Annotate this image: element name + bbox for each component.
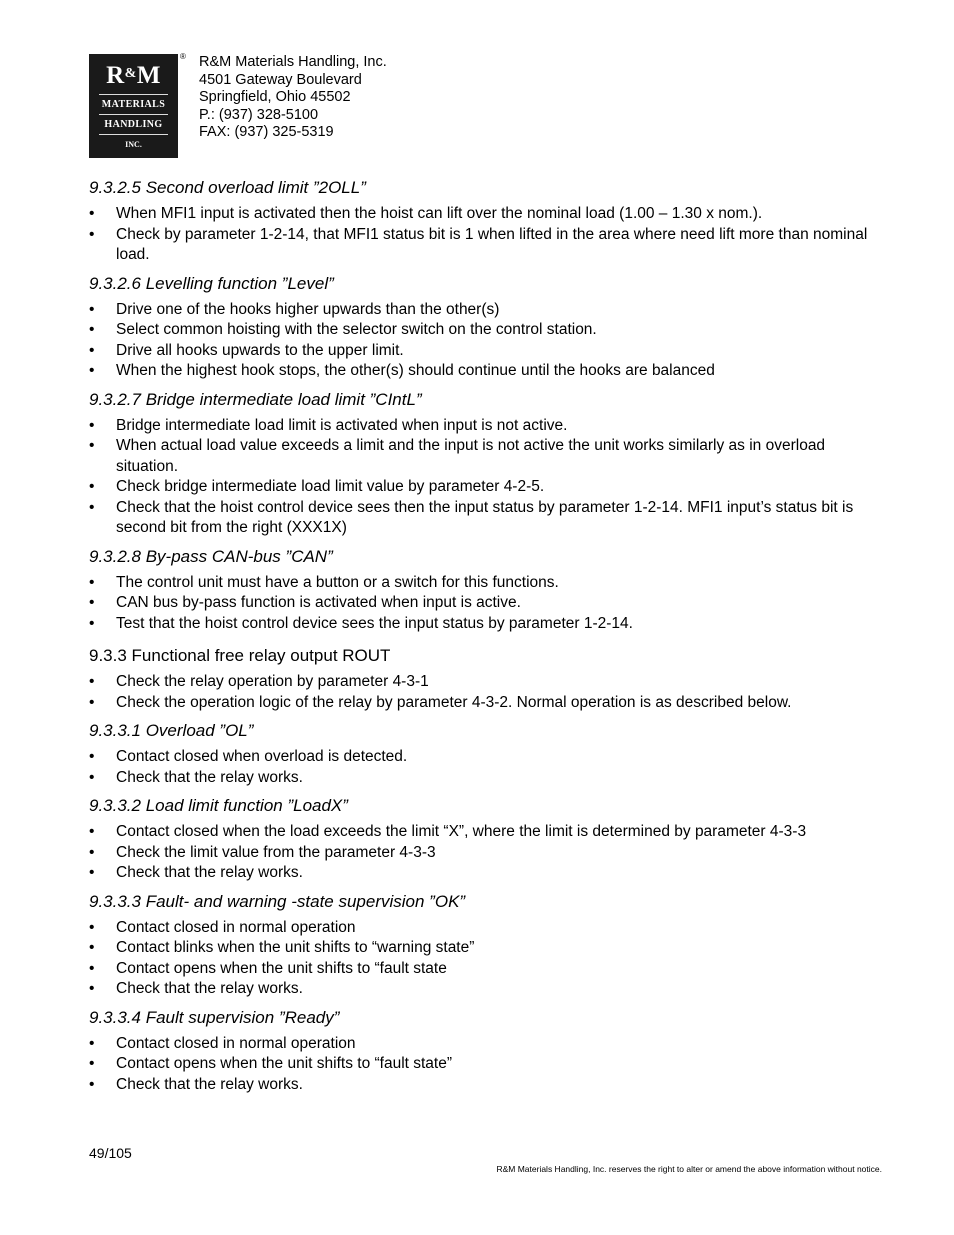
section bbox=[89, 272, 889, 382]
address-line: Springfield, Ohio 45502 bbox=[199, 89, 351, 105]
list-item bbox=[89, 477, 889, 498]
list-item-text: When MFI1 input is activated then the hoist can lift over the nominal load (1.00 – 1.30 x nom.). bbox=[116, 205, 763, 222]
list-item bbox=[89, 822, 889, 843]
list-item bbox=[89, 436, 889, 477]
bullet-icon: • bbox=[89, 205, 95, 222]
section-heading: 9.3.2.6 Levelling function ”Level” bbox=[89, 273, 334, 293]
list-item bbox=[89, 1075, 889, 1096]
logo-divider bbox=[99, 134, 168, 135]
bullet-icon: • bbox=[89, 437, 95, 454]
address-line: FAX: (937) 325-5319 bbox=[199, 124, 334, 140]
list-item-text: Drive all hooks upwards to the upper limit. bbox=[116, 341, 404, 359]
bullet-list bbox=[89, 204, 889, 266]
bullet-icon: • bbox=[89, 980, 95, 997]
bullet-icon: • bbox=[89, 1075, 95, 1093]
bullet-list bbox=[89, 300, 889, 382]
list-item bbox=[89, 593, 889, 614]
company-logo bbox=[89, 54, 178, 158]
bullet-list bbox=[89, 1034, 889, 1096]
bullet-icon: • bbox=[89, 614, 95, 632]
list-item-text: Check the operation logic of the relay by parameter 4-3-2. Normal operation is as described below. bbox=[116, 693, 792, 711]
address-line: P.: (937) 328-5100 bbox=[199, 106, 319, 123]
bullet-icon: • bbox=[89, 939, 95, 956]
logo-materials: MATERIALS bbox=[101, 99, 166, 110]
list-item-text: Contact opens when the unit shifts to “fault state” bbox=[116, 1055, 453, 1072]
bullet-icon: • bbox=[89, 362, 95, 379]
section bbox=[89, 388, 889, 539]
list-item bbox=[89, 693, 889, 714]
list-item-text: Contact blinks when the unit shifts to “warning state” bbox=[116, 939, 475, 956]
logo-handling: HANDLING bbox=[104, 119, 163, 130]
logo-divider bbox=[99, 114, 168, 115]
list-item-text: Check that the hoist control device sees then the input status by parameter 1-2-14. MFI1 input’s status bit is second bit from the right (XXX1X) bbox=[116, 498, 854, 536]
list-item bbox=[89, 573, 889, 594]
list-item-text: Check by parameter 1-2-14, that MFI1 status bit is 1 when lifted in the area where need lift more than nominal load. bbox=[116, 225, 868, 263]
list-item-text: Check that the relay works. bbox=[116, 768, 303, 786]
bullet-list bbox=[89, 416, 889, 539]
bullet-list bbox=[89, 747, 889, 788]
section-heading: 9.3.3.3 Fault- and warning -state supervision ”OK” bbox=[89, 891, 466, 911]
list-item-text: Contact closed in normal operation bbox=[116, 918, 356, 936]
list-item bbox=[89, 938, 889, 959]
section bbox=[89, 719, 889, 788]
bullet-list bbox=[89, 573, 889, 635]
list-item bbox=[89, 300, 889, 321]
bullet-icon: • bbox=[89, 748, 95, 765]
bullet-icon: • bbox=[89, 416, 95, 434]
section bbox=[89, 545, 889, 635]
list-item bbox=[89, 320, 889, 341]
registered-mark: ® bbox=[180, 52, 186, 61]
bullet-icon: • bbox=[89, 478, 95, 495]
section bbox=[89, 176, 889, 266]
list-item bbox=[89, 747, 889, 768]
list-item bbox=[89, 979, 889, 1000]
bullet-icon: • bbox=[89, 341, 95, 359]
section-heading: 9.3.2.8 By-pass CAN-bus ”CAN” bbox=[89, 546, 333, 566]
list-item-text: Contact closed when the load exceeds the limit “X”, where the limit is determined by parameter 4-3-3 bbox=[116, 823, 807, 840]
list-item-text: Test that the hoist control device sees the input status by parameter 1-2-14. bbox=[116, 614, 633, 632]
list-item bbox=[89, 768, 889, 789]
section bbox=[89, 794, 889, 884]
bullet-icon: • bbox=[89, 225, 95, 243]
bullet-icon: • bbox=[89, 498, 95, 516]
bullet-icon: • bbox=[89, 864, 95, 881]
section bbox=[89, 890, 889, 1000]
list-item bbox=[89, 1034, 889, 1055]
list-item-text: Contact closed when overload is detected. bbox=[116, 748, 408, 765]
section-heading: 9.3.2.7 Bridge intermediate load limit ”CIntL” bbox=[89, 389, 422, 409]
list-item bbox=[89, 672, 889, 693]
bullet-icon: • bbox=[89, 1034, 95, 1052]
bullet-icon: • bbox=[89, 300, 95, 318]
list-item bbox=[89, 863, 889, 884]
list-item-text: Check that the relay works. bbox=[116, 864, 303, 881]
bullet-icon: • bbox=[89, 594, 95, 611]
list-item-text: Check the limit value from the parameter 4-3-3 bbox=[116, 843, 436, 861]
list-item bbox=[89, 498, 889, 539]
logo-inc: INC. bbox=[125, 140, 142, 149]
section-heading: 9.3.3.1 Overload ”OL” bbox=[89, 721, 254, 740]
bullet-icon: • bbox=[89, 959, 95, 977]
bullet-list bbox=[89, 822, 889, 884]
list-item-text: Contact closed in normal operation bbox=[116, 1034, 356, 1052]
bullet-icon: • bbox=[89, 321, 95, 338]
list-item-text: The control unit must have a button or a switch for this functions. bbox=[116, 573, 559, 591]
list-item-text: Check the relay operation by parameter 4-3-1 bbox=[116, 673, 429, 690]
logo-rm: R&M bbox=[106, 62, 161, 89]
list-item-text: Drive one of the hooks higher upwards than the other(s) bbox=[116, 300, 500, 318]
bullet-icon: • bbox=[89, 573, 95, 591]
section bbox=[89, 640, 889, 713]
address-line: R&M Materials Handling, Inc. bbox=[199, 54, 387, 70]
list-item bbox=[89, 918, 889, 939]
list-item-text: Check that the relay works. bbox=[116, 1075, 303, 1093]
bullet-icon: • bbox=[89, 843, 95, 861]
bullet-icon: • bbox=[89, 768, 95, 786]
list-item bbox=[89, 341, 889, 362]
list-item bbox=[89, 225, 889, 266]
bullet-list bbox=[89, 918, 889, 1000]
section bbox=[89, 1006, 889, 1096]
bullet-icon: • bbox=[89, 823, 95, 840]
address-line: 4501 Gateway Boulevard bbox=[199, 71, 362, 88]
bullet-icon: • bbox=[89, 1055, 95, 1072]
section-heading: 9.3.3.4 Fault supervision ”Ready” bbox=[89, 1007, 340, 1027]
company-address bbox=[199, 54, 387, 142]
list-item-text: CAN bus by-pass function is activated when input is active. bbox=[116, 594, 521, 611]
section-heading: 9.3.2.5 Second overload limit ”2OLL” bbox=[89, 178, 366, 197]
section-heading: 9.3.3.2 Load limit function ”LoadX” bbox=[89, 796, 348, 815]
list-item-text: Check bridge intermediate load limit value by parameter 4-2-5. bbox=[116, 478, 545, 495]
list-item bbox=[89, 843, 889, 864]
logo-divider bbox=[99, 94, 168, 95]
page-number: 49/105 bbox=[89, 1145, 132, 1161]
list-item-text: Bridge intermediate load limit is activated when input is not active. bbox=[116, 416, 568, 434]
list-item bbox=[89, 204, 889, 225]
list-item bbox=[89, 361, 889, 382]
bullet-icon: • bbox=[89, 918, 95, 936]
list-item-text: Select common hoisting with the selector switch on the control station. bbox=[116, 321, 597, 338]
footer-notice: R&M Materials Handling, Inc. reserves the right to alter or amend the above information without notice. bbox=[496, 1164, 882, 1174]
page-header bbox=[89, 54, 489, 160]
list-item-text: Contact opens when the unit shifts to “fault state bbox=[116, 959, 447, 977]
list-item bbox=[89, 959, 889, 980]
list-item-text: Check that the relay works. bbox=[116, 980, 303, 997]
list-item bbox=[89, 1054, 889, 1075]
bullet-icon: • bbox=[89, 693, 95, 711]
document-body bbox=[89, 176, 889, 1101]
list-item-text: When actual load value exceeds a limit and the input is not active the unit works similarly as in overload situation. bbox=[116, 437, 826, 475]
bullet-icon: • bbox=[89, 673, 95, 690]
bullet-list bbox=[89, 672, 889, 713]
section-heading: 9.3.3 Functional free relay output ROUT bbox=[89, 646, 391, 665]
list-item-text: When the highest hook stops, the other(s) should continue until the hooks are balanced bbox=[116, 362, 715, 379]
list-item bbox=[89, 416, 889, 437]
list-item bbox=[89, 614, 889, 635]
